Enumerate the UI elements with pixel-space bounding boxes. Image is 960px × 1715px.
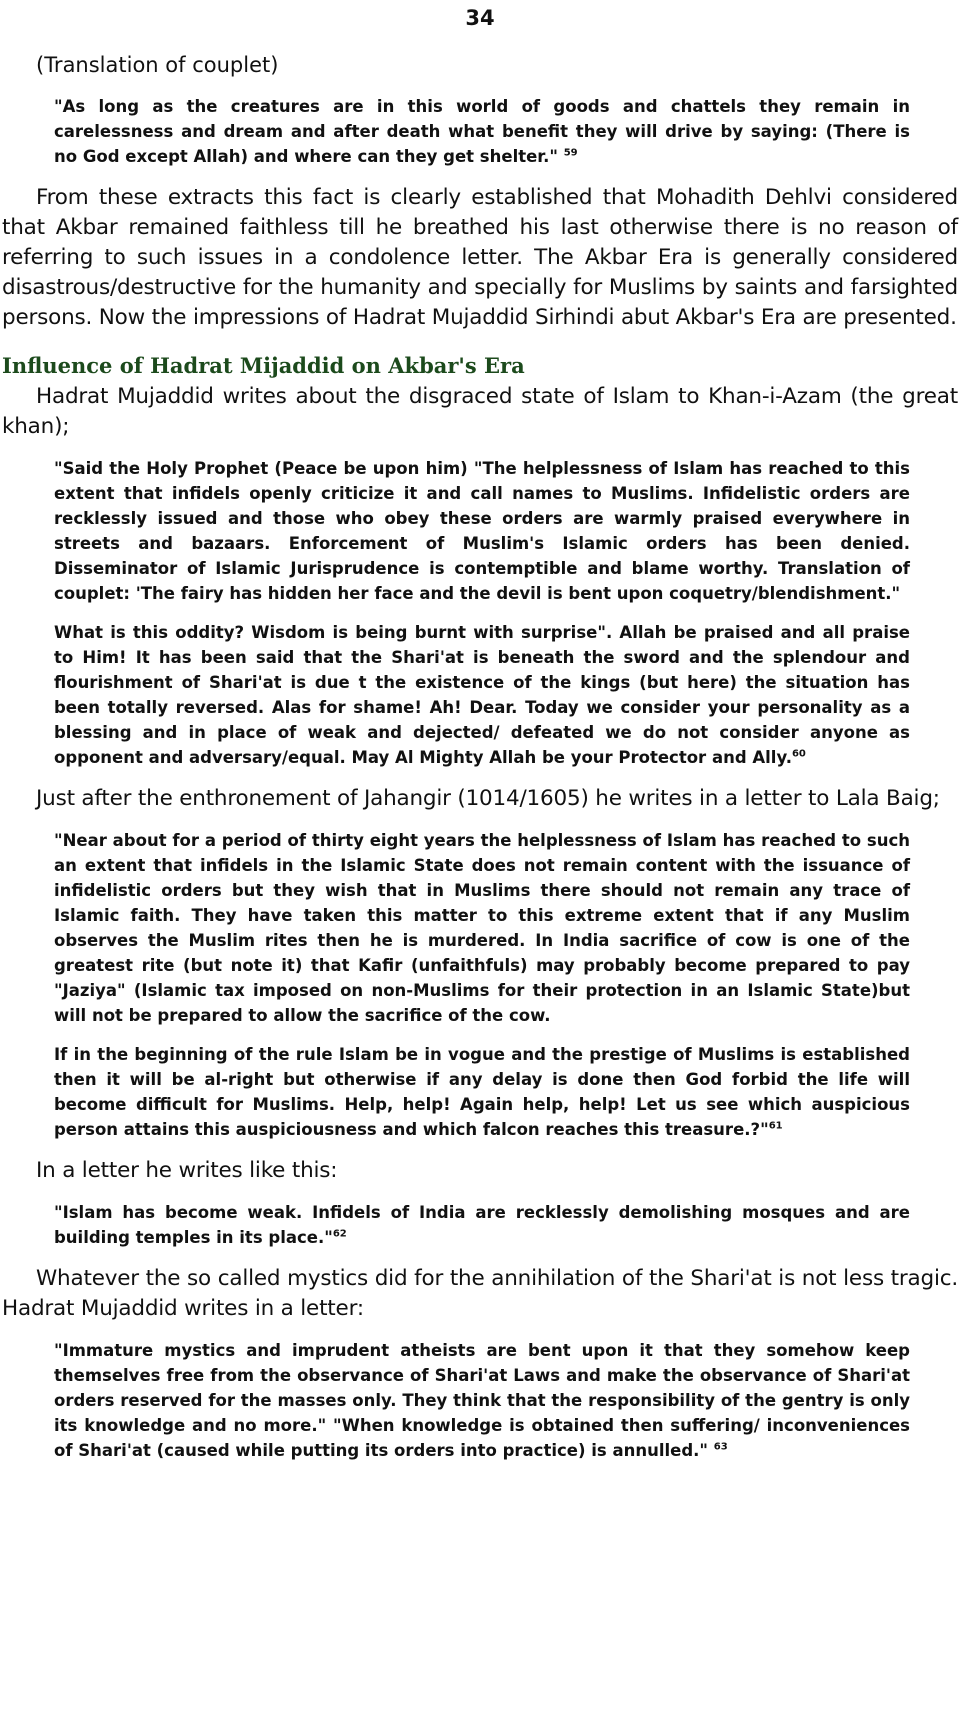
footnote-ref-63[interactable]: 63: [713, 1441, 728, 1453]
quote-text: If in the beginning of the rule Islam be in vogue and the prestige of Muslims is established then it will be al-right but otherwise if any delay is done then God forbid the life will become difficult for Muslims. Help, help! Again help, help! Let us see which auspicious person attains this auspiciousness and which falcon reaches this treasure.?": [54, 1045, 910, 1139]
quote-text: "Islam has become weak. Infidels of India are recklessly demolishing mosques and are building temples in its place.": [54, 1203, 910, 1247]
quote-couplet-translation: [54, 94, 910, 169]
quote-thirty-eight-years: "Near about for a period of thirty eight years the helplessness of Islam has reached to such an extent that infidels in the Islamic State does not remain content with the issuance of infidelistic orders but they wish that in Muslims there should not remain any trace of Islamic faith. They have taken this matter to this extreme extent that if any Muslim observes the Muslim rites then he is murdered. In India sacrifice of cow is one of the greatest rite (but note it) that Kafir (unfaithfuls) may probably become prepared to pay "Jaziya" (Islamic tax imposed on non-Muslims for their protection in an Islamic State)but will not be prepared to allow the sacrifice of the cow.: [54, 831, 910, 1025]
section-heading: Influence of Hadrat Mijaddid on Akbar's Era: [2, 353, 525, 378]
footnote-ref-62[interactable]: 62: [332, 1228, 347, 1240]
document-body: [2, 50, 958, 1477]
quote-text: "As long as the creatures are in this world of goods and chattels they remain in carelessness and dream and after death what benefit they will drive by saying: (There is no God except Allah) and where can they get shelter.": [54, 97, 910, 166]
paragraph-jahangir: Just after the enthronement of Jahangir (1014/1605) he writes in a letter to Lala Baig;: [36, 786, 940, 811]
quote-holy-prophet: "Said the Holy Prophet (Peace be upon him) "The helplessness of Islam has reached to this extent that infidels openly criticize it and call names to Muslims. Infidelistic orders are recklessly issued and those who obey these orders are warmly praised everywhere in streets and bazaars. Enforcement of Muslim's Islamic orders has been denied. Disseminator of Islamic Jurisprudence is contemptible and blame worthy. Translation of couplet: 'The fairy has hidden her face and the devil is bent upon coquetry/blendishment.": [54, 459, 910, 603]
paragraph-extracts: From these extracts this fact is clearly established that Mohadith Dehlvi considered that Akbar remained faithless till he breathed his last otherwise there is no reason of referring to such issues in a condolence letter. The Akbar Era is generally considered disastrous/destructive for the humanity and specially for Muslims by saints and farsighted persons. Now the impressions of Hadrat Mujaddid Sirhindi abut Akbar's Era are presented.: [2, 185, 958, 330]
quote-text: "Immature mystics and imprudent atheists are bent upon it that they somehow keep themselves free from the observance of Shari'at Laws and make the observance of Shari'at orders reserved for the masses only. They think that the responsibility of the gentry is only its knowledge and no more." "When knowledge is obtained then suffering/ inconveniences of Shari'at (caused while putting its orders into practice) is annulled.": [54, 1341, 910, 1460]
quote-text: What is this oddity? Wisdom is being burnt with surprise". Allah be praised and all praise to Him! It has been said that the Shari'at is beneath the sword and the splendour and flourishment of Shari'at is due t the existence of the kings (but here) the situation has been totally reversed. Alas for shame! Ah! Dear. Today we consider your personality as a blessing and in place of weak and dejected/ defeated we do not consider anyone as opponent and adversary/equal. May Al Mighty Allah be your Protector and Ally.: [54, 623, 910, 767]
footnote-ref-59[interactable]: 59: [563, 147, 578, 159]
paragraph-khan-i-azam: Hadrat Mujaddid writes about the disgraced state of Islam to Khan-i-Azam (the great khan);: [2, 384, 958, 439]
quote-islam-weak: [54, 1200, 910, 1250]
paragraph-letter: In a letter he writes like this:: [36, 1158, 338, 1183]
paragraph-mystics: Whatever the so called mystics did for the annihilation of the Shari'at is not less tragic. Hadrat Mujaddid writes in a letter:: [2, 1266, 958, 1321]
page-number: 34: [465, 6, 495, 30]
quote-immature-mystics: [54, 1338, 910, 1463]
footnote-ref-60[interactable]: 60: [791, 748, 806, 760]
quote-oddity: [54, 620, 910, 770]
couplet-caption: (Translation of couplet): [36, 53, 279, 77]
quote-beginning-of-rule: [54, 1042, 910, 1142]
footnote-ref-61[interactable]: 61: [768, 1120, 783, 1132]
